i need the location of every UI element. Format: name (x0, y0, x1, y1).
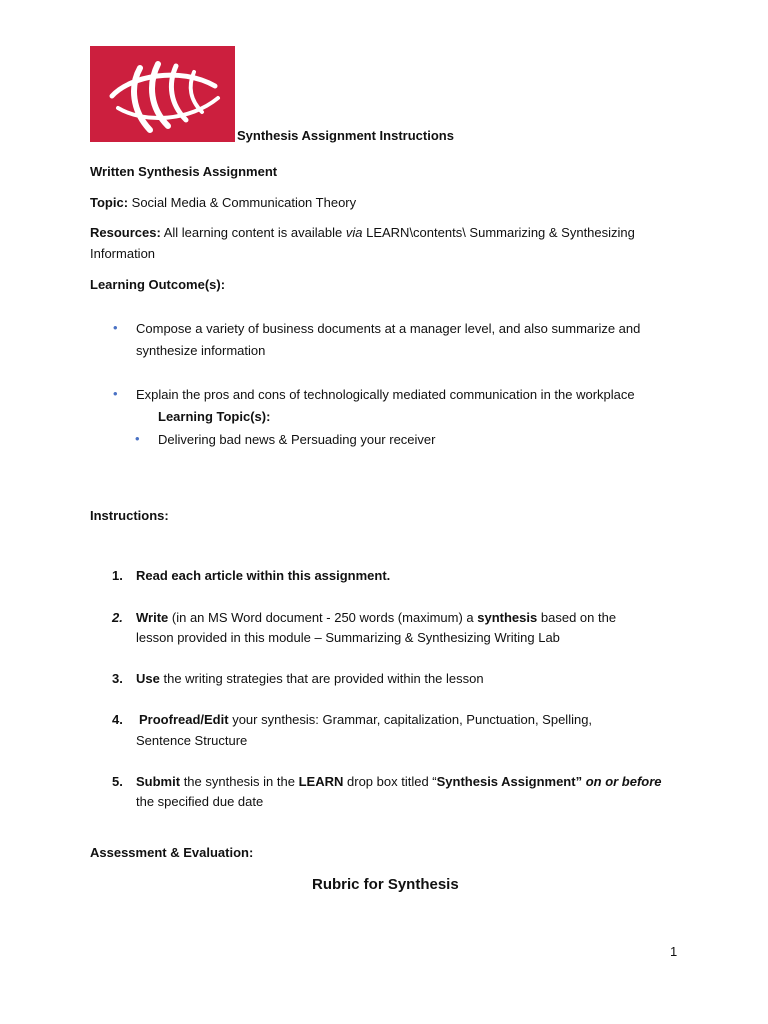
outcome-2-line1: Explain the pros and cons of technologically mediated communication in the workplace (136, 387, 635, 402)
step-4-line2: Sentence Structure (136, 733, 248, 748)
resources-line (90, 225, 635, 240)
step-2-rest-b: based on the (540, 610, 617, 625)
step-3-rest: the writing strategies that are provided within the lesson (163, 671, 484, 686)
step-2-bold: Write (136, 610, 169, 625)
instructions-label: Instructions: (90, 508, 169, 523)
step-4-rest: your synthesis: Grammar, capitalization, Punctuation, Spelling, (232, 712, 593, 727)
step-4-bold: Proofread/Edit (139, 712, 229, 727)
bullet-icon: • (113, 386, 118, 401)
step-4-number: 4. (112, 712, 123, 727)
step-2-bold-b: synthesis (477, 610, 538, 625)
resources-text-1: All learning content is available (163, 225, 343, 240)
rubric-title: Rubric for Synthesis (312, 876, 459, 893)
topic-item-1: Delivering bad news & Persuading your receiver (158, 432, 436, 447)
step-2-line1 (136, 610, 616, 625)
document-title: Synthesis Assignment Instructions (237, 128, 454, 143)
step-3-number: 3. (112, 671, 123, 686)
resources-label: Resources: (90, 225, 161, 240)
step-1-text: Read each article within this assignment. (136, 568, 391, 583)
step-2-line2: lesson provided in this module – Summarizing & Synthesizing Writing Lab (136, 630, 560, 645)
outcomes-label: Learning Outcome(s): (90, 277, 226, 292)
step-5-bold-c: Synthesis Assignment” (436, 774, 583, 789)
step-2-rest-a: (in an MS Word document - 250 words (maximum) a (171, 610, 474, 625)
topic-line (90, 195, 356, 210)
outcome-1-line1: Compose a variety of business documents at a manager level, and also summarize and (136, 321, 641, 336)
step-5-rest-b: drop box titled “ (347, 774, 437, 789)
step-5-rest-a: the synthesis in the (183, 774, 295, 789)
step-5-line1 (136, 774, 662, 789)
step-2-number: 2. (112, 610, 123, 625)
resources-text-3: Information (90, 246, 156, 261)
topics-label: Learning Topic(s): (158, 409, 271, 424)
page-number: 1 (670, 944, 678, 959)
step-5-bold: Submit (136, 774, 181, 789)
step-1-number: 1. (112, 568, 123, 583)
outcome-1-line2: synthesize information (136, 343, 266, 358)
topic-value: Social Media & Communication Theory (131, 195, 357, 210)
resources-text-2: LEARN\contents\ Summarizing & Synthesizing (366, 225, 635, 240)
topic-label: Topic: (90, 195, 129, 210)
step-5-number: 5. (112, 774, 123, 789)
step-5-italic-bold: on or before (585, 774, 662, 789)
institution-logo (90, 46, 235, 142)
bullet-icon: • (135, 431, 140, 446)
resources-via: via (345, 225, 363, 240)
step-3-bold: Use (136, 671, 160, 686)
assessment-label: Assessment & Evaluation: (90, 845, 254, 860)
assignment-heading: Written Synthesis Assignment (90, 164, 278, 179)
step-3-line1 (136, 671, 484, 686)
step-5-bold-b: LEARN (298, 774, 344, 789)
bullet-icon: • (113, 320, 118, 335)
step-5-line2: the specified due date (136, 794, 264, 809)
step-4-line1 (139, 712, 592, 727)
